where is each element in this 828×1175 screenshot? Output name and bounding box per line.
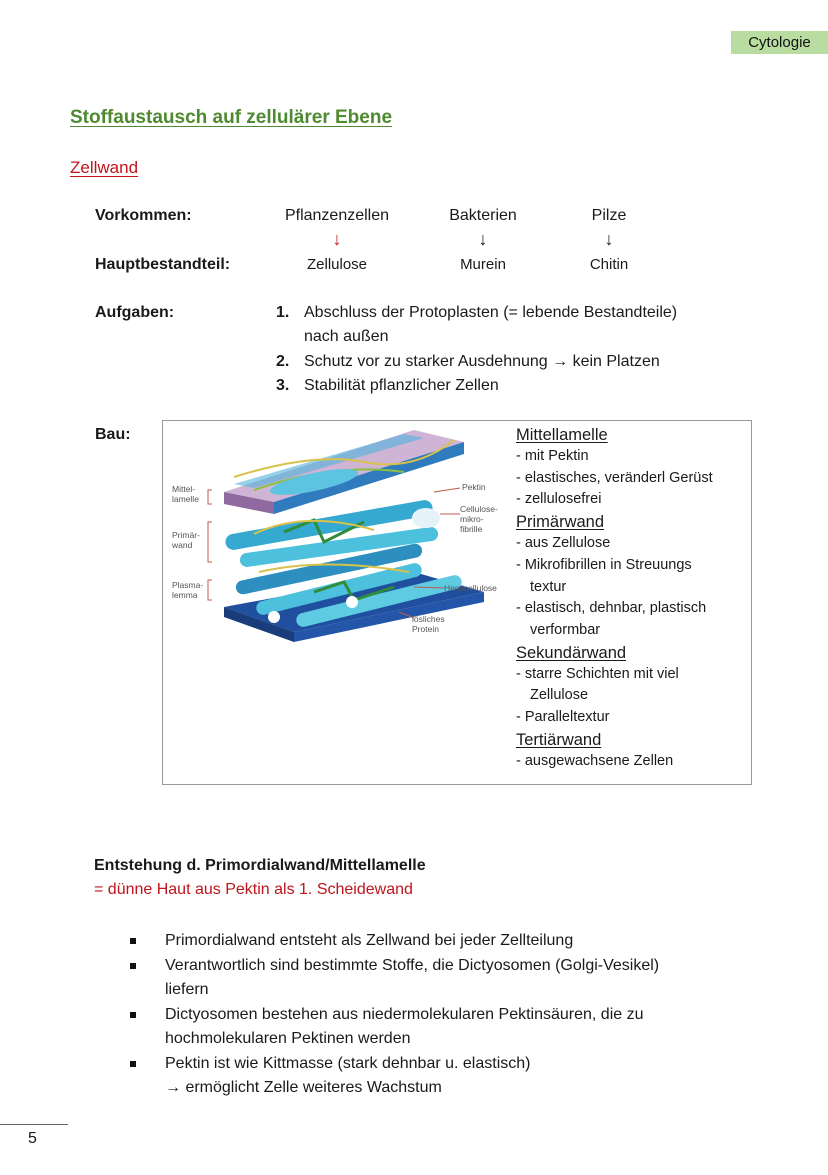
- list-item: - mit Pektin: [516, 448, 589, 464]
- list-item: - elastisch, dehnbar, plastisch: [516, 600, 707, 617]
- label-protein: Protein: [412, 624, 439, 634]
- arrow-down-icon: ↓: [604, 229, 614, 249]
- formation-definition: = dünne Haut aus Pektin als 1. Scheidewand: [94, 881, 413, 898]
- list-item: textur: [530, 578, 567, 595]
- bullet-square-icon: [130, 1061, 136, 1067]
- organism-bacteria: Bakterien: [449, 207, 517, 224]
- component-chitin: Chitin: [589, 256, 629, 273]
- arrow-down-icon: ↓: [332, 229, 342, 249]
- page-number: 5: [28, 1130, 37, 1147]
- label-protein: lösliches: [412, 614, 445, 624]
- label-pektin: Pektin: [462, 482, 486, 492]
- bullet-square-icon: [130, 938, 136, 944]
- label-cellulose: fibrille: [460, 524, 483, 534]
- label-primaerwand: Primär-: [172, 530, 200, 540]
- task-item-3: 3. Stabilität pflanzlicher Zellen: [276, 377, 499, 394]
- arrow-down-icon: ↓: [478, 229, 488, 249]
- footer-divider: [0, 1124, 68, 1125]
- label-hemicellulose: Hemicellulose: [444, 583, 497, 593]
- formation-bullets: [128, 929, 768, 1101]
- label-cellulose: mikro-: [460, 514, 484, 524]
- label-plasmalemma: lemma: [172, 590, 198, 600]
- task-item-2: 2. Schutz vor zu starker Ausdehnung → kein Platzen: [276, 353, 660, 370]
- list-item: - aus Zellulose: [516, 535, 611, 552]
- heading-mittellamelle: Mittellamelle: [516, 426, 608, 444]
- section-title: Zellwand: [70, 158, 139, 177]
- bullet-item: Primordialwand entsteht als Zellwand bei jeder Zellteilung: [128, 929, 768, 954]
- heading-primaerwand: Primärwand: [516, 513, 605, 532]
- topic-tag: Cytologie: [731, 31, 828, 54]
- bullet-square-icon: [130, 963, 136, 969]
- bullet-item: Pektin ist wie Kittmasse (stark dehnbar u. elastisch) → ermöglicht Zelle weiteres Wachstum: [128, 1052, 768, 1101]
- component-cellulose: Zellulose: [306, 256, 368, 273]
- list-item: verformbar: [530, 621, 601, 638]
- heading-tertiaerwand: Tertiärwand: [516, 730, 602, 749]
- occurrence-label: Vorkommen:: [95, 207, 192, 224]
- organism-fungi: Pilze: [591, 207, 627, 224]
- main-component-label: Hauptbestandteil:: [95, 256, 231, 273]
- list-item: Zellulose: [530, 687, 589, 704]
- structure-description: [516, 424, 748, 772]
- label-mittellamelle: lamelle: [172, 494, 199, 504]
- bullet-item: Verantwortlich sind bestimmte Stoffe, die Dictyosomen (Golgi-Vesikel) liefern: [128, 954, 768, 1003]
- bullet-square-icon: [130, 1012, 136, 1018]
- task-item-1: 1. Abschluss der Protoplasten (= lebende Bestandteile): [276, 304, 678, 321]
- list-item: - ausgewachsene Zellen: [516, 752, 674, 769]
- structure-label: Bau:: [95, 426, 131, 443]
- formation-title: Entstehung d. Primordialwand/Mittellamelle: [94, 857, 426, 874]
- organism-plants: Pflanzenzellen: [284, 207, 390, 224]
- list-item: - elastisches, veränderl Gerüst: [516, 469, 713, 486]
- heading-sekundaerwand: Sekundärwand: [516, 643, 627, 662]
- list-item: - starre Schichten mit viel: [516, 665, 679, 682]
- page-title: Stoffaustausch auf zellulärer Ebene: [70, 107, 393, 128]
- list-item: - zellulosefrei: [516, 491, 602, 508]
- list-item: - Mikrofibrillen in Streuungs: [516, 556, 692, 573]
- tasks-label: Aufgaben:: [95, 304, 175, 321]
- task-item-1-cont: nach außen: [304, 328, 389, 345]
- cell-wall-diagram: [164, 422, 514, 652]
- label-primaerwand: wand: [172, 540, 193, 550]
- label-mittellamelle: Mittel-: [172, 484, 196, 494]
- label-cellulose: Cellulose-: [460, 504, 498, 514]
- component-murein: Murein: [460, 256, 506, 273]
- list-item: - Paralleltextur: [516, 709, 610, 726]
- bullet-item: Dictyosomen bestehen aus niedermolekularen Pektinsäuren, die zu hochmolekularen Pektinen werden: [128, 1003, 768, 1052]
- label-plasmalemma: Plasma-: [172, 580, 204, 590]
